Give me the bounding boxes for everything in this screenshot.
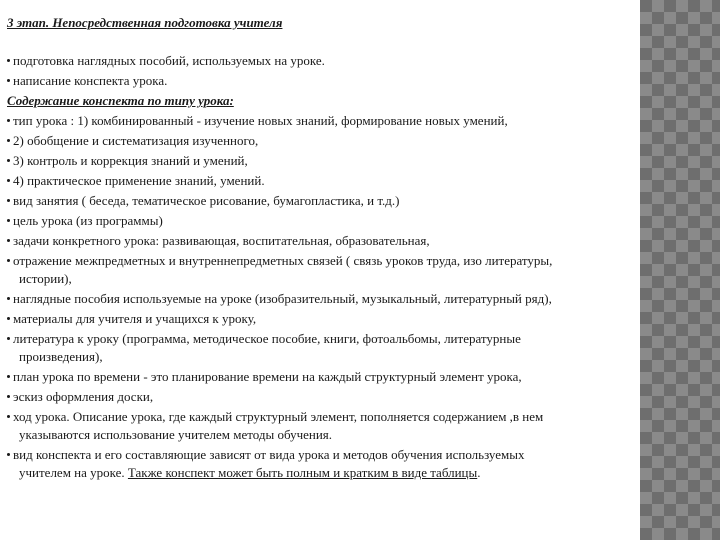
slide-content [7,14,647,484]
bullet-icon [7,297,10,300]
decorative-side-strip [640,0,720,540]
bullet-icon [7,119,10,122]
list-item: материалы для учителя и учащихся к уроку, [7,310,647,328]
bullet-icon [7,415,10,418]
list-item: вид занятия ( беседа, тематическое рисование, бумагопластика, и т.д.) [7,192,647,210]
list-item: написание конспекта урока. [7,72,647,90]
bullet-icon [7,337,10,340]
bullet-icon [7,453,10,456]
list-item: 4) практическое применение знаний, умений. [7,172,647,190]
content-list [7,112,647,482]
bullet-icon [7,395,10,398]
list-item: подготовка наглядных пособий, используемых на уроке. [7,52,647,70]
bullet-icon [7,179,10,182]
bullet-icon [7,59,10,62]
bullet-icon [7,159,10,162]
list-item: отражение межпредметных и внутреннепредметных связей ( связь уроков труда, изо литературы, истории), [7,252,647,288]
list-item: вид конспекта и его составляющие зависят от вида урока и методов обучения используемых учителем на уроке. Также конспект может быть полным и кратким в виде таблицы. [7,446,647,482]
list-item: цель урока (из программы) [7,212,647,230]
bullet-icon [7,199,10,202]
list-item: задачи конкретного урока: развивающая, воспитательная, образовательная, [7,232,647,250]
list-item: план урока по времени - это планирование времени на каждый структурный элемент урока, [7,368,647,386]
bullet-icon [7,317,10,320]
bullet-icon [7,239,10,242]
bullet-icon [7,79,10,82]
bullet-icon [7,219,10,222]
list-item: эскиз оформления доски, [7,388,647,406]
underlined-note: Также конспект может быть полным и кратким в виде таблицы [127,465,478,480]
bullet-icon [7,259,10,262]
list-item: наглядные пособия используемые на уроке (изобразительный, музыкальный, литературный ряд), [7,290,647,308]
list-item: 2) обобщение и систематизация изученного, [7,132,647,150]
section-heading: Содержание конспекта по типу урока: [7,93,234,108]
bullet-icon [7,375,10,378]
slide-title: 3 этап. Непосредственная подготовка учителя [7,15,283,30]
list-item: литература к уроку (программа, методическое пособие, книги, фотоальбомы, литературные произведения), [7,330,647,366]
list-item: тип урока : 1) комбинированный - изучение новых знаний, формирование новых умений, [7,112,647,130]
bullet-icon [7,139,10,142]
list-item: 3) контроль и коррекция знаний и умений, [7,152,647,170]
list-item: ход урока. Описание урока, где каждый структурный элемент, пополняется содержанием ,в нем указываются использование учителем методы обучения. [7,408,647,444]
